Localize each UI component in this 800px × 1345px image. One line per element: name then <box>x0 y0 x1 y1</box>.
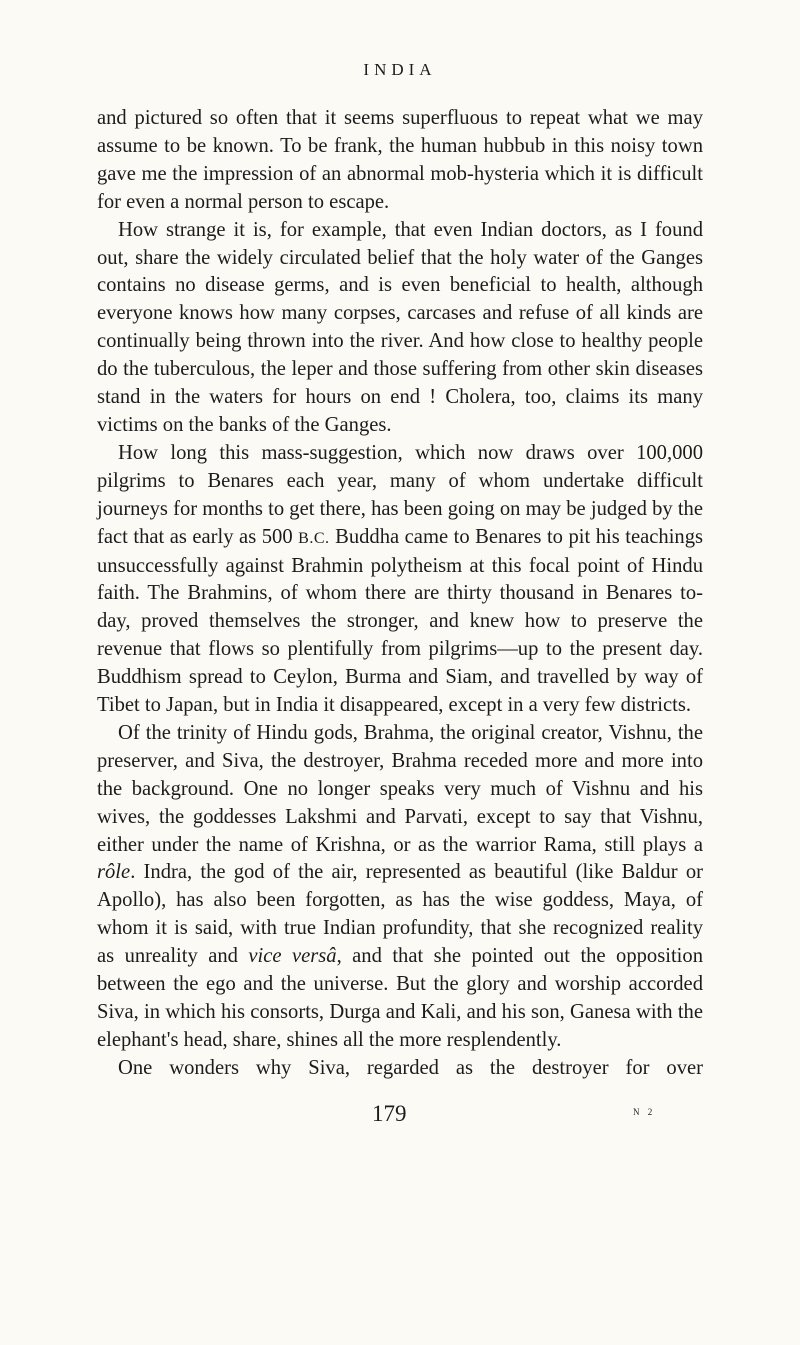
paragraph-trinity-part-b: . Indra, the god of the air, represented as beautiful (like Baldur or Apollo), has also been forgotten, as has the wise goddess, Maya, of whom it is said, with true Indian profundity, that she recognized reality as unreality and <box>97 861 703 968</box>
era-abbreviation: B.C. <box>298 529 330 547</box>
signature-mark: N 2 <box>633 1107 656 1117</box>
paragraph-ganges-water: How strange it is, for example, that even Indian doctors, as I found out, share the widely circulated belief that the holy water of the Ganges contains no disease germs, and is even beneficial to health, although everyone knows how many corpses, carcases and refuse of all kinds are continually being thrown into the river. And how close to healthy people do the tuberculous, the leper and those suffering from other skin diseases stand in the waters for hours on end ! Cholera, too, claims its many victims on the banks of the Ganges. <box>97 218 703 436</box>
running-head: INDIA <box>363 60 437 79</box>
paragraph-pilgrims <box>97 440 703 720</box>
page-number: 179 <box>372 1101 407 1126</box>
italic-role: rôle <box>97 861 131 884</box>
paragraph-continued: and pictured so often that it seems superfluous to repeat what we may assume to be known. To be frank, the human hubbub in this noisy town gave me the impression of an abnormal mob-hysteria which it is difficult for even a normal person to escape. <box>97 107 703 213</box>
italic-vice-versa: vice versâ <box>248 945 337 968</box>
paragraph-siva: One wonders why Siva, regarded as the destroyer for over <box>118 1056 703 1079</box>
paragraph-trinity-part-a: Of the trinity of Hindu gods, Brahma, the original creator, Vishnu, the preserver, and Siva, the destroyer, Brahma receded more and more into the background. One no longer speaks very much of Vishnu and his wives, the goddesses Lakshmi and Parvati, except to say that Vishnu, either under the name of Krishna, or as the warrior Rama, still plays a <box>97 721 703 856</box>
paragraph-hindu-trinity <box>97 720 703 1055</box>
body-text <box>97 105 703 1083</box>
paragraph-pilgrims-part-b: Buddha came to Benares to pit his teachings unsuccessfully against Brahmin polytheism at this focal point of Hindu faith. The Brahmins, of whom there are thirty thousand in Benares to-day, proved themselves the stronger, and knew how to preserve the revenue that flows so plentifully from pilgrims—up to the present day. Buddhism spread to Ceylon, Burma and Siam, and travelled by way of Tibet to Japan, but in India it disappeared, except in a very few districts. <box>97 525 704 717</box>
paragraph-pilgrims-part-a: How long this mass-suggestion, which now draws over 100,000 pilgrims to Benares each year, many of whom undertake difficult journeys for months to get there, has been going on may be judged by the fact that as early as 500 <box>97 441 703 548</box>
paragraph-trinity-part-c: , and that she pointed out the opposition between the ego and the universe. But the glory and worship accorded Siva, in which his consorts, Durga and Kali, and his son, Ganesa with the elephant's head, share, shines all the more resplendently. <box>97 945 703 1051</box>
